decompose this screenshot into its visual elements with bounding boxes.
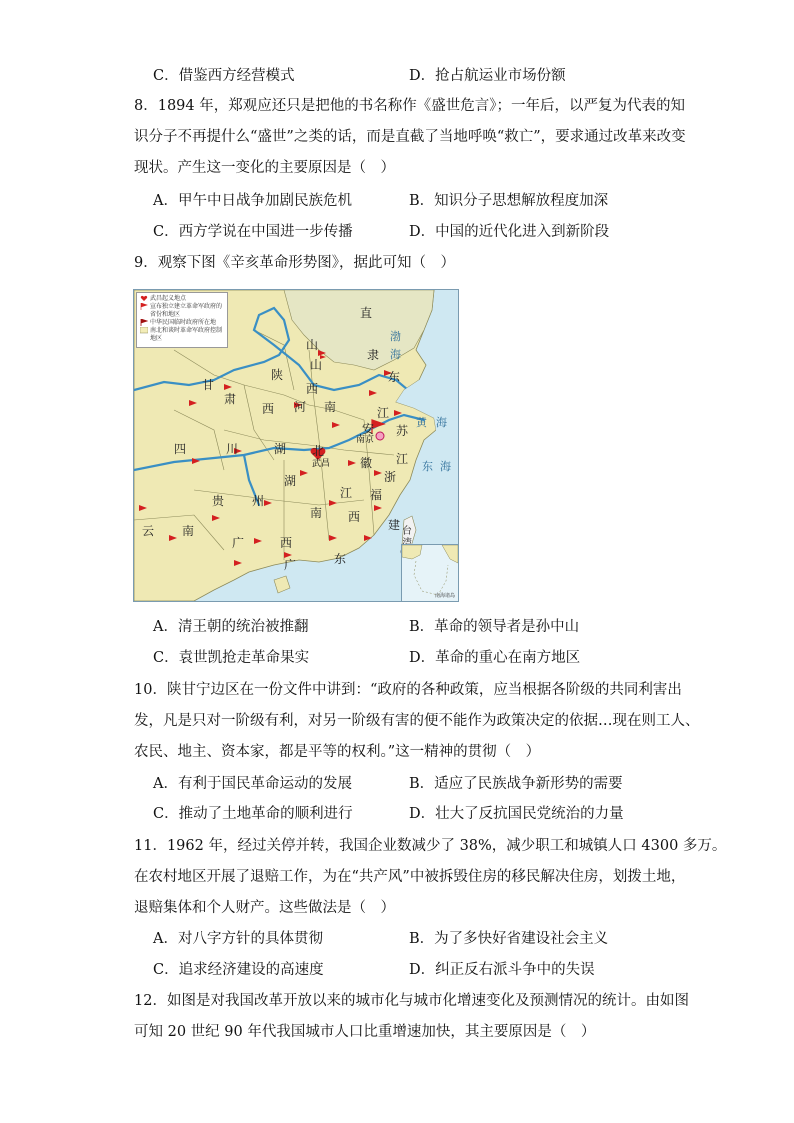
prov-label: 直 <box>360 306 373 320</box>
q8-option-c: C．西方学说在中国进一步传播 <box>153 224 353 240</box>
q10-option-b: B．适应了民族战争新形势的需要 <box>409 776 623 792</box>
prov-label: 安 <box>362 422 375 436</box>
xinhai-revolution-map <box>133 289 459 602</box>
south-china-sea-inset <box>401 544 458 601</box>
legend-label-independent: 宣布独立建立革命军政府的省份和地区 <box>150 303 223 318</box>
q9-option-c: C．袁世凯抢走革命果实 <box>153 650 310 666</box>
hainan-island <box>274 576 290 593</box>
prov-label: 河 <box>294 400 307 414</box>
q8-option-a: A．甲午中日战争加剧民族危机 <box>153 193 352 209</box>
prov-label: 贵 <box>212 494 225 508</box>
q7-option-c: C．借鉴西方经营模式 <box>153 68 295 84</box>
legend-row-independent <box>140 303 225 319</box>
q11-stem-line1: 11．1962 年，经过关停并转，我国企业数减少了 38%，减少职工和城镇人口 4300 多万。 <box>134 838 727 854</box>
legend-row-uprising <box>140 295 225 303</box>
prov-label: 西 <box>348 510 361 524</box>
q10-stem-line1: 10．陕甘宁边区在一份文件中讲到：“政府的各种政策，应当根据各阶级的共同利害出 <box>134 682 682 698</box>
prov-label: 川 <box>226 442 239 456</box>
q11-stem-line3: 退赔集体和个人财产。这些做法是（ ） <box>134 900 395 916</box>
uprising-heart-icon <box>140 295 148 302</box>
q12-stem-line1: 12．如图是对我国改革开放以来的城市化与城市化增速变化及预测情况的统计。由如图 <box>134 993 689 1009</box>
prov-label: 广 <box>232 536 245 550</box>
q11-option-d: D．纠正反右派斗争中的失误 <box>409 962 595 978</box>
prov-label: 云 <box>142 524 155 538</box>
prov-label: 湖 <box>284 474 297 488</box>
prov-label: 江 <box>396 452 409 466</box>
sea-label: 渤 <box>390 330 401 343</box>
taiwan-label: 台 <box>402 526 412 537</box>
prov-label: 西 <box>262 402 275 416</box>
q8-stem-line3: 现状。产生这一变化的主要原因是（ ） <box>134 160 395 176</box>
q10-option-a: A．有利于国民革命运动的发展 <box>153 776 352 792</box>
prov-label: 建 <box>388 518 401 532</box>
q9-option-d: D．革命的重心在南方地区 <box>409 650 581 666</box>
prov-label: 湖 <box>274 442 287 456</box>
provisional-gov-flag-icon <box>140 319 148 326</box>
q10-option-d: D．壮大了反抗国民党统治的力量 <box>409 806 624 822</box>
inset-label: 南海诸岛 <box>434 593 455 599</box>
sea-label: 海 <box>440 460 451 473</box>
legend-row-provisional-gov <box>140 319 225 327</box>
prov-label: 广 <box>284 558 297 572</box>
prov-label: 南 <box>310 506 323 520</box>
prov-label: 福 <box>370 488 383 502</box>
q12-stem-line2: 可知 20 世纪 90 年代我国城市人口比重增速加快，其主要原因是（ ） <box>134 1024 596 1040</box>
prov-label: 东 <box>388 370 401 384</box>
prov-label: 北 <box>312 444 325 458</box>
prov-label: 甘 <box>202 378 215 392</box>
city-label-nanjing: 南京 <box>356 435 375 445</box>
sea-label: 海 <box>436 416 447 429</box>
prov-label: 山 <box>306 338 319 352</box>
q9-option-a: A．清王朝的统治被推翻 <box>153 619 309 635</box>
q10-stem-line3: 农民、地主、资本家，都是平等的权利。”这一精神的贯彻（ ） <box>134 744 541 760</box>
prov-label: 徽 <box>360 456 373 470</box>
q9-option-b: B．革命的领导者是孙中山 <box>409 619 580 635</box>
q10-stem-line2: 发，凡是只对一阶级有利，对另一阶级有害的便不能作为政策决定的依据…现在则工人、 <box>134 713 700 729</box>
prov-label: 江 <box>377 406 390 420</box>
q8-stem-line2: 识分子不再提什么“盛世”之类的话，而是直截了当地呼唤“救亡”，要求通过改革来改变 <box>134 129 686 145</box>
red-flag-icon <box>140 303 148 310</box>
city-label-wuchang: 武昌 <box>312 459 331 469</box>
prov-label: 南 <box>182 524 195 538</box>
legend-row-controlled <box>140 327 225 343</box>
nanjing-marker <box>376 432 384 440</box>
sea-label: 东 <box>422 460 433 473</box>
q11-option-c: C．追求经济建设的高速度 <box>153 962 324 978</box>
prov-label: 苏 <box>396 424 409 438</box>
q10-option-c: C．推动了土地革命的顺利进行 <box>153 806 353 822</box>
q8-option-b: B．知识分子思想解放程度加深 <box>409 193 609 209</box>
sea-label: 黄 <box>416 416 427 429</box>
map-legend <box>136 292 228 348</box>
prov-label: 东 <box>334 552 347 566</box>
q8-stem-line1: 8．1894 年，郑观应还只是把他的书名称作《盛世危言》；一年后，以严复为代表的知 <box>134 98 685 114</box>
controlled-area-swatch <box>140 327 148 334</box>
q8-option-d: D．中国的近代化进入到新阶段 <box>409 224 610 240</box>
prov-label: 江 <box>340 486 353 500</box>
prov-label: 四 <box>174 442 187 456</box>
prov-label: 肃 <box>224 392 237 406</box>
q11-option-b: B．为了多快好省建设社会主义 <box>409 931 609 947</box>
sea-label: 海 <box>390 348 401 361</box>
prov-label: 西 <box>280 536 293 550</box>
prov-label: 州 <box>252 494 265 508</box>
prov-label: 陕 <box>271 368 284 382</box>
prov-label: 浙 <box>384 470 397 484</box>
prov-label: 山 <box>310 358 323 372</box>
prov-label: 西 <box>306 382 319 396</box>
prov-label: 隶 <box>367 348 380 362</box>
legend-label-controlled: 南北和谈时革命军政府控制地区 <box>150 327 223 342</box>
q11-stem-line2: 在农村地区开展了退赔工作，为在“共产风”中被拆毁住房的移民解决住房，划拨土地， <box>134 869 686 885</box>
prov-label: 南 <box>324 400 337 414</box>
q7-option-d: D．抢占航运业市场份额 <box>409 68 566 84</box>
q9-stem: 9．观察下图《辛亥革命形势图》，据此可知（ ） <box>134 255 455 271</box>
q11-option-a: A．对八字方针的具体贯彻 <box>153 931 323 947</box>
legend-label-provisional-gov: 中华民国临时政府所在地 <box>150 319 217 326</box>
legend-label-uprising: 武昌起义地点 <box>150 295 187 302</box>
